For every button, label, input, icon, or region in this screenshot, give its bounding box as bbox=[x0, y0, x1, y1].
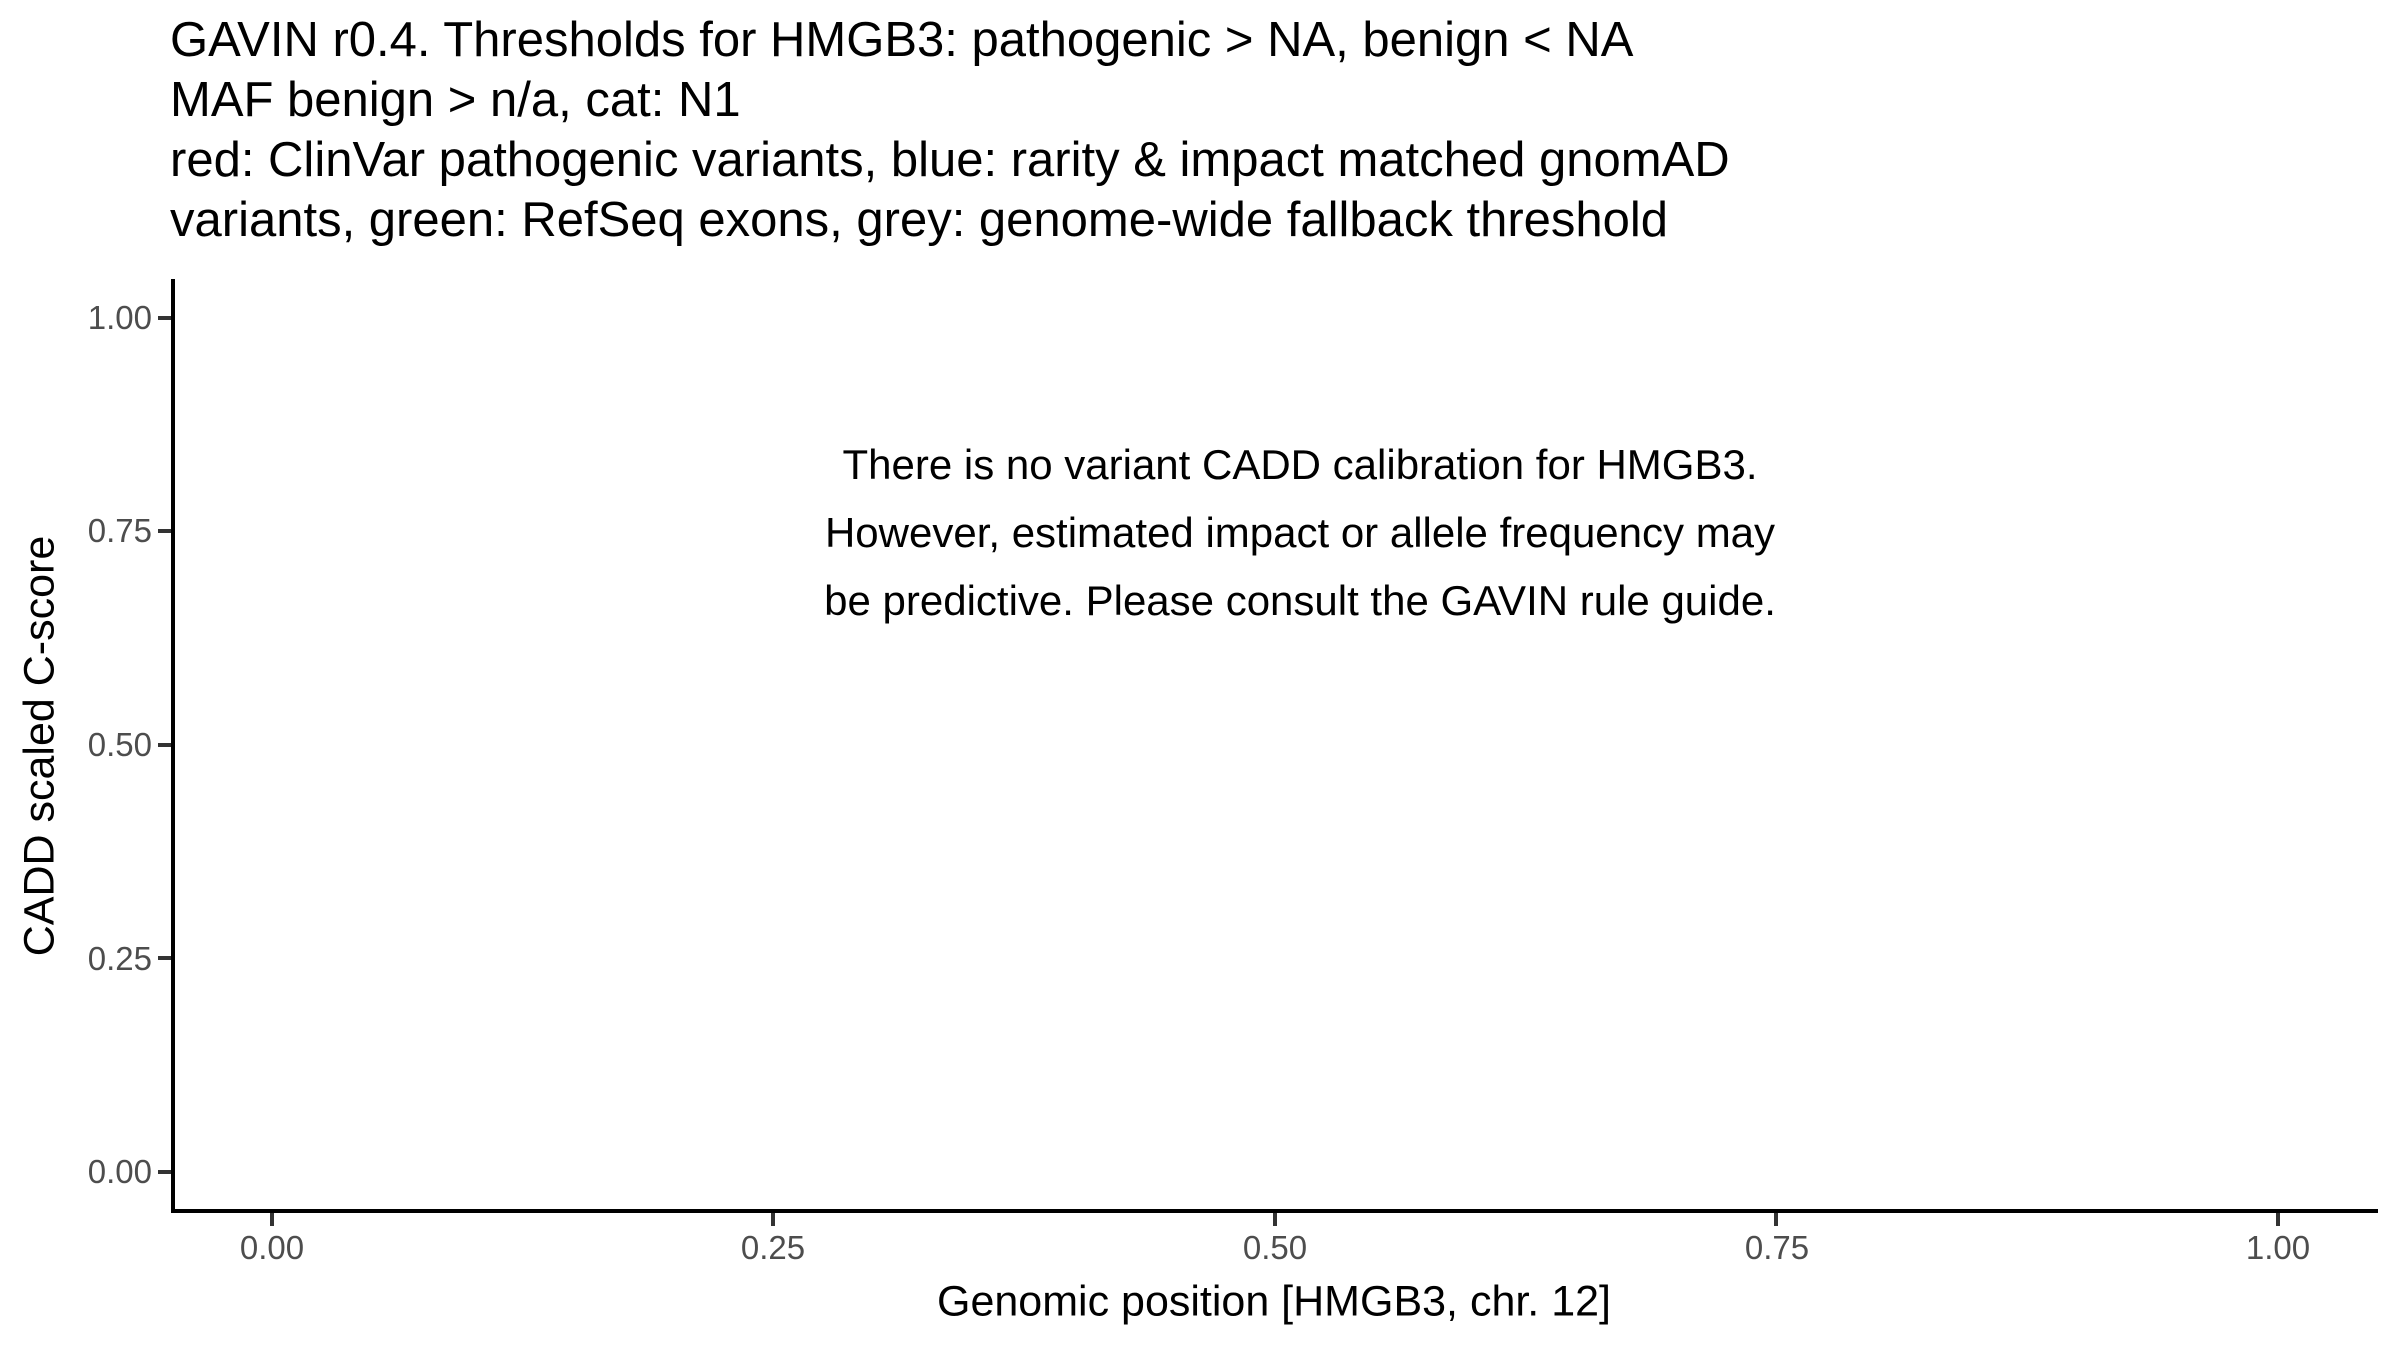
plot-title-line-1: GAVIN r0.4. Thresholds for HMGB3: pathogenic > NA, benign < NA bbox=[170, 13, 1634, 67]
x-tick-label: 0.75 bbox=[1744, 1229, 1810, 1266]
y-axis-title: CADD scaled C-score bbox=[15, 535, 64, 957]
plot-title-line-2: MAF benign > n/a, cat: N1 bbox=[170, 73, 741, 127]
y-tick-mark bbox=[158, 743, 171, 747]
y-tick-label: 0.00 bbox=[87, 1153, 152, 1190]
x-tick-mark bbox=[270, 1213, 274, 1226]
annotation-line-1: There is no variant CADD calibration for HMGB3. bbox=[842, 441, 1758, 488]
x-tick-label: 0.00 bbox=[239, 1229, 305, 1266]
y-tick-label: 0.25 bbox=[87, 940, 152, 977]
x-tick-mark bbox=[771, 1213, 775, 1226]
x-axis-title: Genomic position [HMGB3, chr. 12] bbox=[937, 1277, 1611, 1326]
x-tick-label: 0.50 bbox=[1242, 1229, 1308, 1266]
x-tick-mark bbox=[2276, 1213, 2280, 1226]
x-tick-mark bbox=[1774, 1213, 1778, 1226]
plot-title bbox=[170, 10, 1730, 250]
y-tick-label: 1.00 bbox=[87, 299, 152, 336]
x-tick-label: 0.25 bbox=[740, 1229, 806, 1266]
plot-panel bbox=[87, 279, 2378, 1266]
plot-title-line-3: red: ClinVar pathogenic variants, blue: rarity & impact matched gnomAD bbox=[170, 133, 1730, 187]
y-tick-mark bbox=[158, 1170, 171, 1174]
y-tick-mark bbox=[158, 956, 171, 960]
y-tick-mark bbox=[158, 316, 171, 320]
x-tick-label: 1.00 bbox=[2245, 1229, 2311, 1266]
y-tick-mark bbox=[158, 529, 171, 533]
annotation-line-2: However, estimated impact or allele frequency may bbox=[824, 509, 1776, 556]
no-calibration-annotation bbox=[824, 431, 1776, 635]
x-tick-mark bbox=[1273, 1213, 1277, 1226]
y-tick-label: 0.50 bbox=[87, 726, 152, 763]
annotation-line-3: be predictive. Please consult the GAVIN rule guide. bbox=[824, 577, 1776, 624]
y-tick-label: 0.75 bbox=[87, 512, 152, 549]
plot-title-line-4: variants, green: RefSeq exons, grey: genome-wide fallback threshold bbox=[170, 193, 1669, 247]
